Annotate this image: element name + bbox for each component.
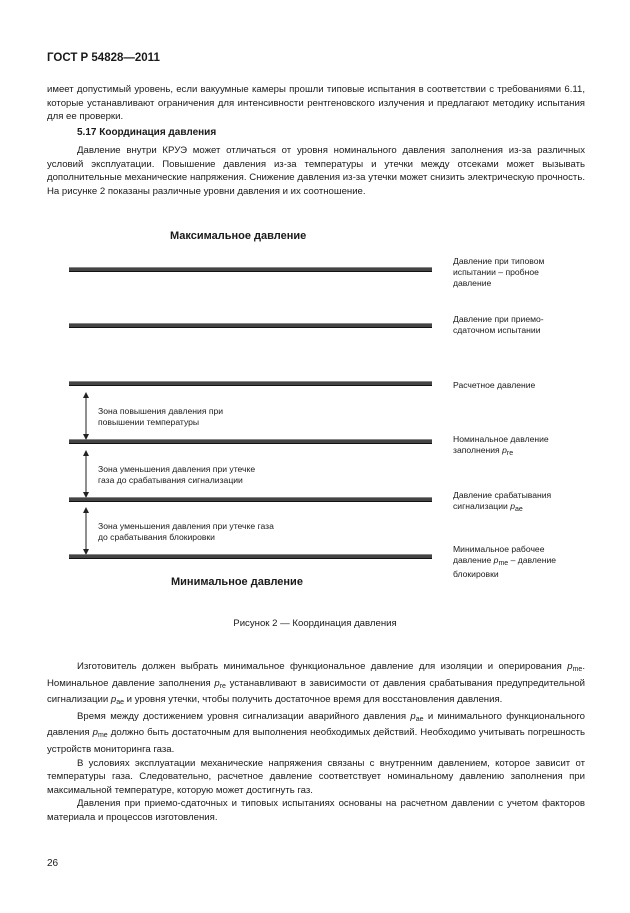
intro-text: имеет допустимый уровень, если вакуумные камеры прошли типовые испытания в соответствии с требованиями 6.11, которые устанавливают ограничения для интенсивности рентгеновского излучения и предлагают методику испытания для ее проверки. (47, 84, 585, 123)
double-arrow-icon (81, 450, 91, 498)
figure-bottom-title: Минимальное давление (171, 576, 303, 588)
level-label-min-operating-pressure: Минимальное рабочее давление $p_{me}$ – давление блокировки (453, 544, 557, 579)
level-line-min-operating-pressure (69, 554, 432, 559)
body-paragraph: Время между достижением уровня сигнализации аварийного давления $p_{ae}$ и минимального функционального давления $p_{me}$ должно быть достаточным для выполнения необходимых действий. Необходимо учитывать погрешность устройств мониторинга газа. (47, 710, 585, 755)
body-paragraph: В условиях эксплуатации механические напряжения связаны с внутренним давлением, которое зависит от температуры газа. Следовательно, расчетное давление соответствует номинальному давлению заполнения при максимальной температуре, которую может достигнуть газ. (47, 757, 585, 796)
double-arrow-icon (81, 392, 91, 440)
section-text: Давление внутри КРУЭ может отличаться от уровня номинального давления заполнения из-за различных условий эксплуатации. Повышение давления из-за температуры и утечки между отсеками может вызывать дополнительные механические напряжения. Снижение давления из-за утечки может снизить электрическую прочность. На рисунке 2 показаны различные уровни давления и их соотношение. (47, 145, 585, 197)
body-paragraph: Давления при приемо-сдаточных и типовых испытаниях основаны на расчетном давлении с учетом факторов материала и процессов изготовления. (47, 798, 585, 823)
page-number: 26 (47, 858, 59, 869)
double-arrow-icon (81, 507, 91, 555)
level-label-test-pressure: Давление при типовом испытании – пробное давление (453, 256, 545, 288)
level-line-alarm-pressure (69, 497, 432, 502)
zone-label-leak-to-alarm: Зона уменьшения давления при утечке газа до срабатывания сигнализации (98, 464, 256, 486)
figure-top-title: Максимальное давление (170, 230, 307, 242)
level-label-alarm-pressure: Давление срабатывания сигнализации $p_{ae}$ (453, 490, 552, 513)
level-label-acceptance-pressure: Давление при приемо-сдаточном испытании (453, 314, 544, 335)
section-paragraph (47, 144, 585, 198)
level-line-acceptance-pressure (69, 323, 432, 328)
intro-paragraph (47, 83, 585, 124)
section-title: 5.17 Координация давления (77, 127, 217, 138)
level-line-test-pressure (69, 267, 432, 272)
zone-label-temperature-rise: Зона повышения давления при повышении температуры (98, 406, 224, 428)
level-line-design-pressure (69, 381, 432, 386)
zone-label-leak-to-lockout: Зона уменьшения давления при утечке газа до срабатывания блокировки (98, 521, 274, 543)
body-paragraph: Изготовитель должен выбрать минимальное функциональное давление для изоляции и оперирования $p_{me}$. Номинальное давление заполнения $p_{re}$ устанавливают в зависимости от давления срабатывания предупредительной сигнализации $p_{ae}$ и уровня утечки, чтобы получить достаточное время для восстановления давления. (47, 661, 585, 707)
body-text (47, 660, 585, 825)
level-label-rated-filling-pressure: Номинальное давление заполнения $p_{re}$ (453, 434, 549, 457)
figure-caption: Рисунок 2 — Координация давления (233, 618, 397, 629)
level-line-rated-filling-pressure (69, 439, 432, 444)
level-label-design-pressure: Расчетное давление (453, 380, 536, 390)
document-header: ГОСТ Р 54828—2011 (47, 52, 160, 64)
